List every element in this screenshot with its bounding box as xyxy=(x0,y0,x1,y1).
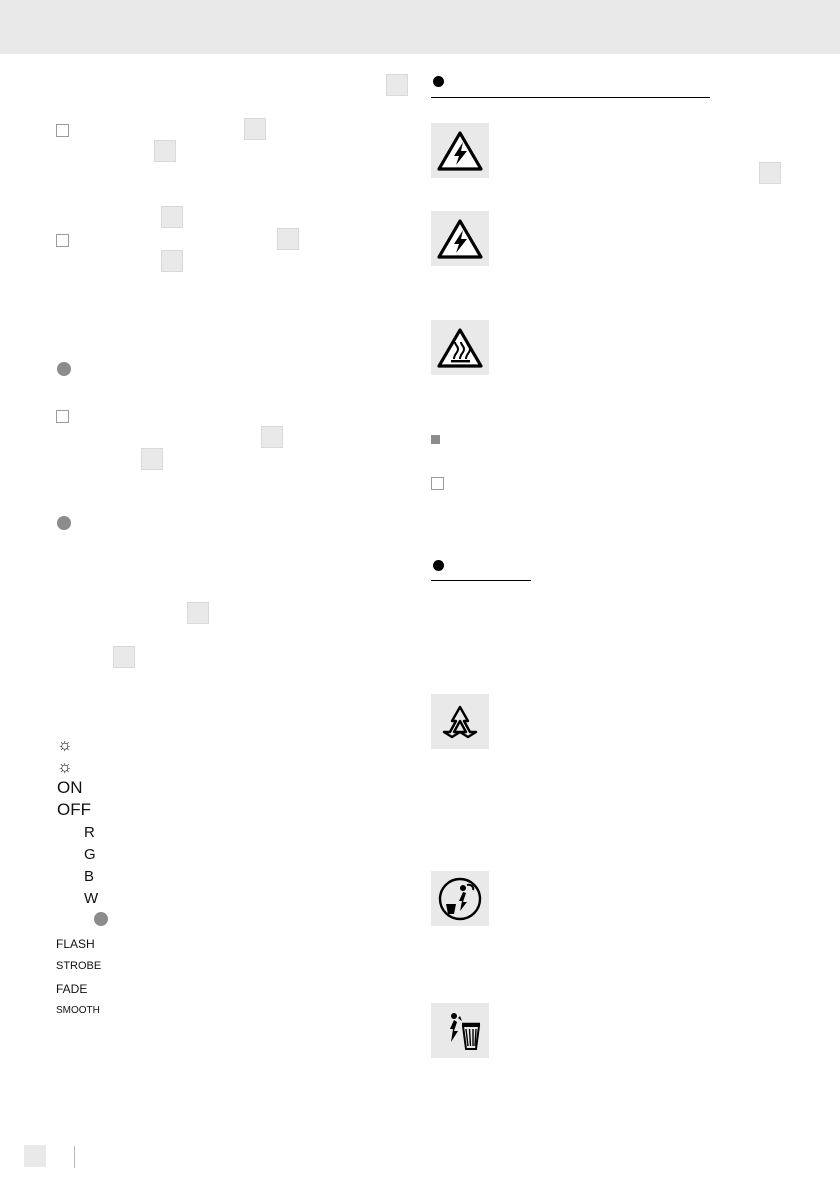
legend-colour-red: R xyxy=(84,824,95,841)
list-bullet-dot xyxy=(57,516,71,530)
footer-divider xyxy=(74,1146,75,1168)
section-heading-bullet xyxy=(433,76,444,87)
warning-electric-shock-icon xyxy=(431,123,489,178)
inline-reference-box xyxy=(244,118,266,140)
inline-reference-box xyxy=(161,206,183,228)
inline-reference-box xyxy=(161,250,183,272)
dispose-packaging-icon xyxy=(431,871,489,926)
list-bullet-square xyxy=(56,410,69,423)
recycling-icon xyxy=(431,694,489,749)
legend-fade-mode: FADE xyxy=(56,982,88,996)
list-bullet-square xyxy=(56,234,69,247)
inline-reference-box xyxy=(113,646,135,668)
waste-bin-icon xyxy=(431,1003,489,1058)
warning-hot-surface-icon xyxy=(431,320,489,375)
list-bullet-square xyxy=(56,124,69,137)
inline-reference-box xyxy=(187,602,209,624)
legend-power-off: OFF xyxy=(57,800,91,819)
legend-colour-green: G xyxy=(84,846,96,863)
brightness-down-icon: ☼ xyxy=(57,757,73,776)
inline-reference-box xyxy=(759,162,781,184)
section-heading-rule xyxy=(431,97,710,98)
inline-reference-box xyxy=(141,448,163,470)
legend-colour-white: W xyxy=(84,890,99,907)
warning-electric-shock-icon xyxy=(431,211,489,266)
legend-colour-blue: B xyxy=(84,868,95,885)
legend-flash-mode: FLASH xyxy=(56,937,95,951)
section-heading-bullet xyxy=(433,560,444,571)
inline-reference-box xyxy=(277,228,299,250)
legend-power-on: ON xyxy=(57,778,83,797)
list-bullet-square-filled xyxy=(431,435,440,444)
legend-strobe-mode: STROBE xyxy=(56,960,102,972)
brightness-up-icon: ☼ xyxy=(57,735,73,754)
footer-page-marker xyxy=(24,1145,46,1167)
page-header-banner xyxy=(0,0,840,54)
inline-reference-box xyxy=(261,426,283,448)
section-reference-box xyxy=(386,74,408,96)
list-bullet-square xyxy=(431,477,444,490)
section-heading-rule xyxy=(431,580,531,581)
legend-colour-dot-icon xyxy=(94,912,108,926)
legend-smooth-mode: SMOOTH xyxy=(56,1005,100,1016)
inline-reference-box xyxy=(154,140,176,162)
list-bullet-dot xyxy=(57,362,71,376)
